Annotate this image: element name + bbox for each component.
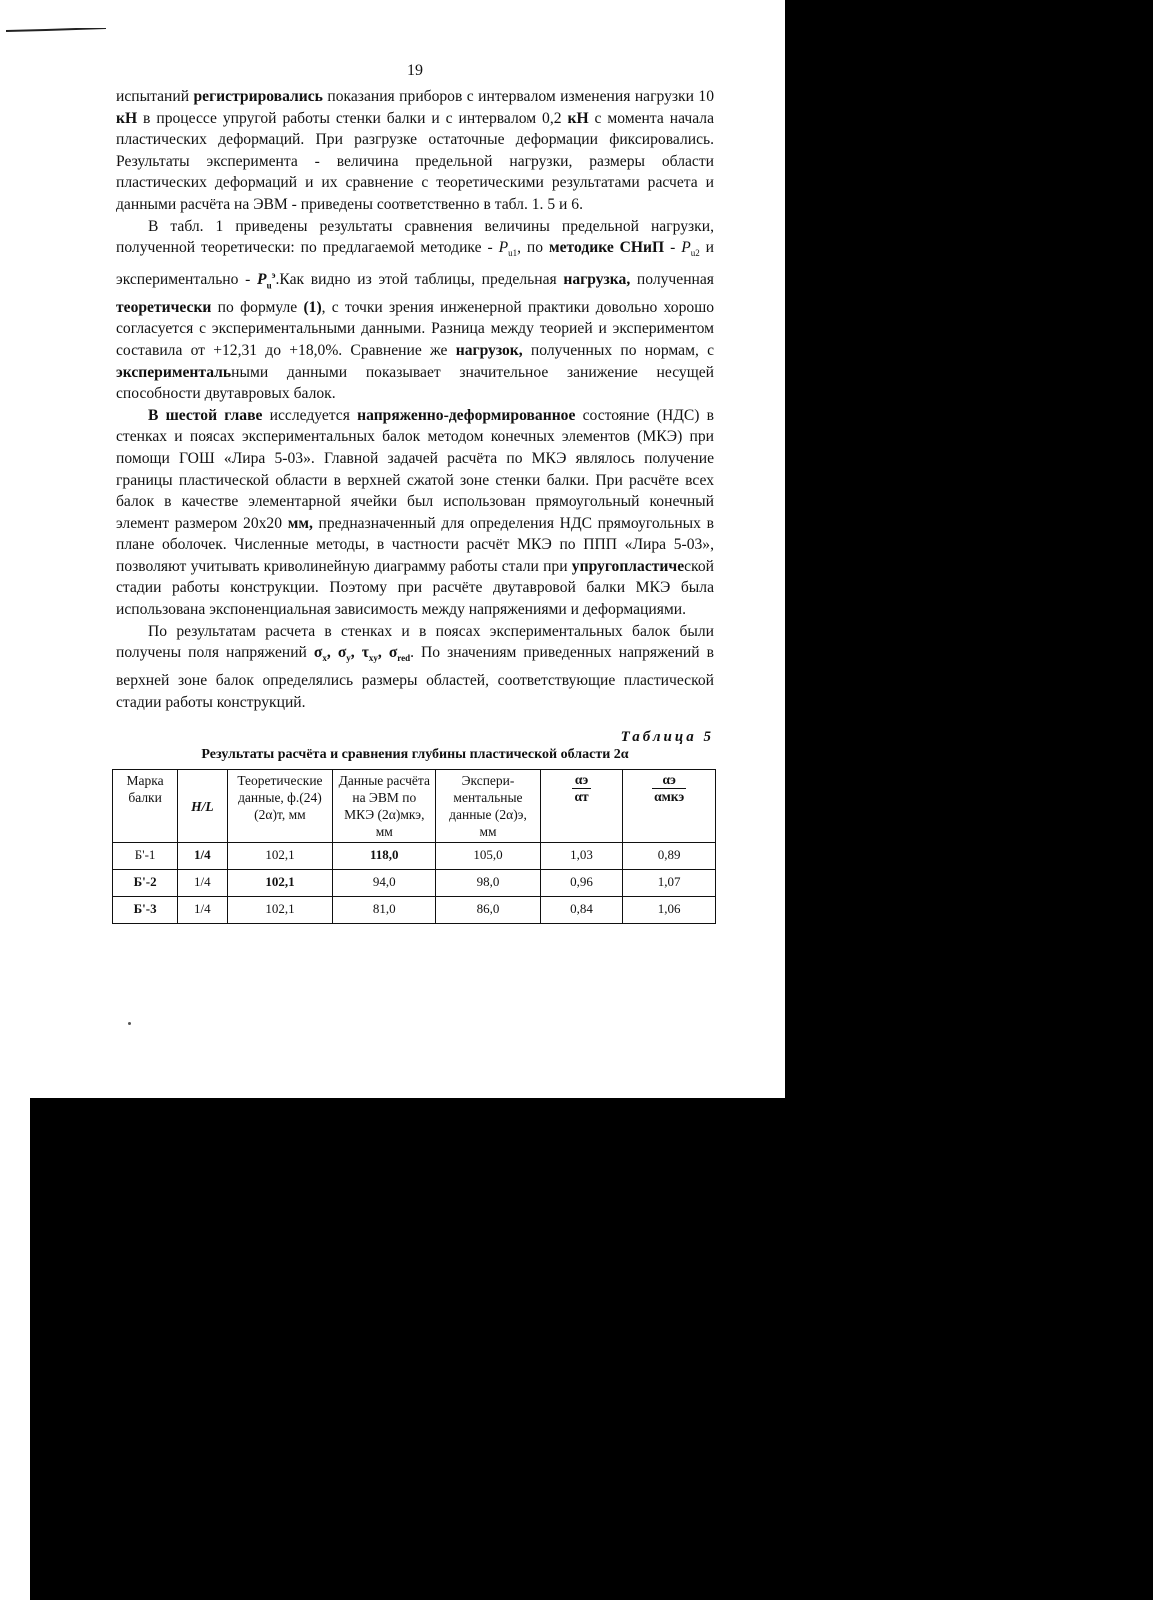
paragraph-4: По результатам расчета в стенках и в поясах экспериментальных балок были получены поля напряжений $\sigma_x$, $\sigma_y$, $\tau_{xy}$, $\sigma_{red}$. По значениям приведенных напряжений в верхней зоне балок определялись размеры областей, соответствующие пластической стадии работы конструкций.	[116, 622, 714, 711]
results-table	[112, 769, 716, 924]
ratio-1-numerator: αэ	[572, 772, 590, 789]
table-row	[113, 897, 716, 924]
scan-speck	[128, 1022, 131, 1025]
header-mark: Марка балки	[113, 770, 178, 843]
cell-ratio-1: 0,96	[540, 870, 623, 897]
page-number: 19	[407, 62, 423, 79]
ratio-fraction-1	[572, 772, 590, 805]
cell-ratio-1: 0,84	[540, 897, 623, 924]
cell-mark: Б'-2	[113, 870, 178, 897]
cell-theoretical: 102,1	[227, 897, 333, 924]
cell-mark: Б'-3	[113, 897, 178, 924]
cell-experimental: 105,0	[436, 843, 541, 870]
paragraph-2: В табл. 1 приведены результаты сравнения величины предельной нагрузки, полученной теоретически: по предлагаемой методике - $P_{u1}$, по методике СНиП - $P_{u2}$ и экспериментально - $P_u^э.Как$ видно из этой таблицы, предельная нагрузка, полученная теоретически по формуле (1), с точки зрения инженерной практики довольно хорошо согласуется с экспериментальными данными. Разница между теорией и экспериментом составила от +12,31 до +18,0%. Сравнение же нагрузок, полученных по нормам, с экспериментальными данными показывает значительное занижение несущей способности двутавровых балок.	[116, 217, 715, 403]
header-computer: Данные расчёта на ЭВМ по МКЭ (2α)мкэ, мм	[333, 770, 436, 843]
cell-ratio-2: 1,06	[623, 897, 716, 924]
header-ratio-2	[623, 770, 716, 843]
cell-theoretical: 102,1	[227, 843, 333, 870]
cell-hl: 1/4	[178, 843, 227, 870]
cell-computer: 94,0	[333, 870, 436, 897]
cell-experimental: 86,0	[436, 897, 541, 924]
ratio-1-denominator: αт	[574, 789, 589, 805]
table-label: Таблица 5	[620, 729, 714, 746]
header-experimental: Экспериментальные данные (2α)э, мм	[436, 770, 541, 843]
document-page	[116, 62, 714, 924]
header-hl: H/L	[178, 770, 227, 843]
table-title: Результаты расчёта и сравнения глубины пластической области 2α	[201, 747, 629, 763]
cell-hl: 1/4	[178, 897, 227, 924]
cell-computer: 81,0	[333, 897, 436, 924]
cell-theoretical: 102,1	[227, 870, 333, 897]
table-row	[113, 870, 716, 897]
ratio-2-numerator: αэ	[652, 772, 686, 789]
paragraph-3: В шестой главе исследуется напряженно-деформированное состояние (НДС) в стенках и поясах экспериментальных балок методом конечных элементов (МКЭ) при помощи ГОШ «Лира 5-03». Главной задачей расчёта по МКЭ являлось получение границы пластической области в верхней сжатой зоне стенки балки. При расчёте всех балок в качестве элементарной ячейки был использован прямоугольный конечный элемент размером 20x20 мм, предназначенный для определения НДС прямоугольных в плане оболочек. Численные методы, в частности расчёт МКЭ по ППП «Лира 5-03», позволяют учитывать криволинейную диаграмму работы стали при упругопластической стадии работы конструкции. Поэтому при расчёте двутавровой балки МКЭ была использована экспоненциальная зависимость между напряжениями и деформациями.	[116, 406, 715, 619]
paragraph-1: испытаний регистрировались показания приборов с интервалом изменения нагрузки 10 кН в процессе упругой работы стенки балки и с интервалом 0,2 кН с момента начала пластических деформаций. При разгрузке остаточные деформации фиксировались. Результаты эксперимента - величина предельной нагрузки, размеры области пластических деформаций и их сравнение с теоретическими результатами расчета и данными расчёта на ЭВМ - приведены соответственно в табл. 1. 5 и 6.	[116, 88, 714, 213]
cell-ratio-1: 1,03	[540, 843, 623, 870]
cell-mark: Б'-1	[113, 843, 178, 870]
scan-corner-mark	[6, 28, 106, 32]
header-ratio-1	[540, 770, 623, 843]
scan-black-margin-bottom	[30, 1098, 1153, 1600]
table-header-row	[113, 770, 716, 843]
cell-computer: 118,0	[333, 843, 436, 870]
cell-ratio-2: 1,07	[623, 870, 716, 897]
cell-experimental: 98,0	[436, 870, 541, 897]
cell-ratio-2: 0,89	[623, 843, 716, 870]
ratio-2-denominator: αмкэ	[654, 789, 685, 805]
header-theoretical: Теоретические данные, ф.(24) (2α)т, мм	[227, 770, 333, 843]
ratio-fraction-2	[652, 772, 686, 805]
table-row	[113, 843, 716, 870]
cell-hl: 1/4	[178, 870, 227, 897]
